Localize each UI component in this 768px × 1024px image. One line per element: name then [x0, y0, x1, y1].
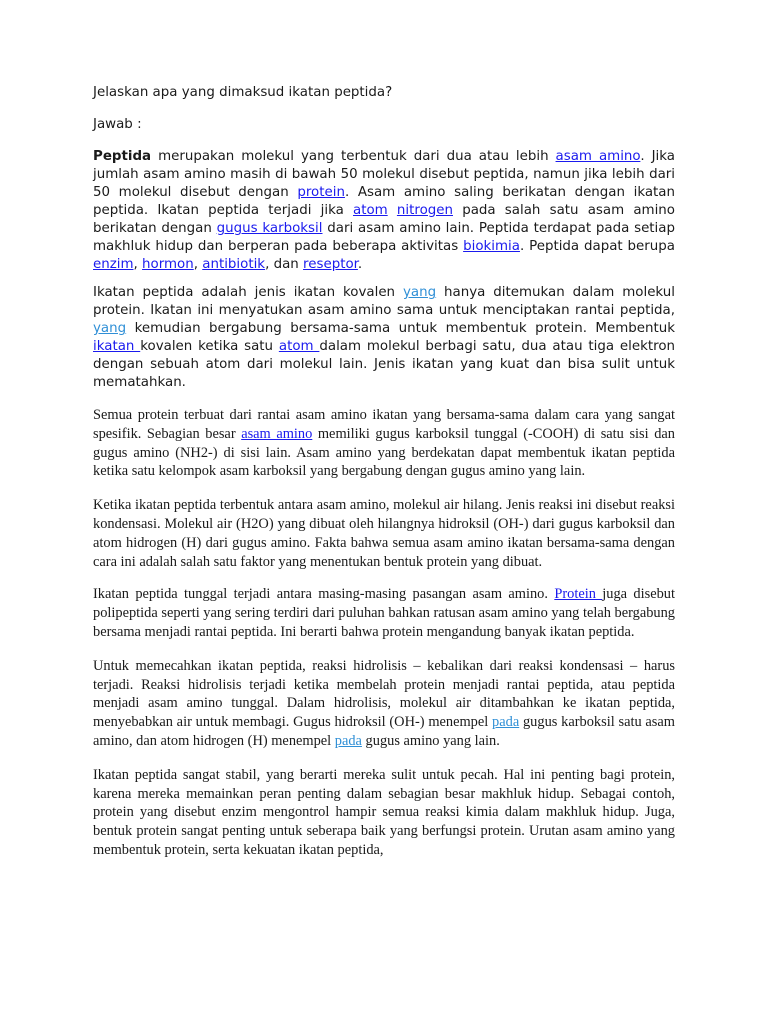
paragraph-hidrolisis	[93, 657, 675, 751]
text-run: gugus amino yang lain.	[361, 732, 500, 749]
text-run: , dan	[265, 257, 304, 272]
link-asam-amino-2[interactable]: asam amino	[241, 425, 313, 442]
link-pada-1[interactable]: pada	[492, 714, 520, 731]
link-atom-2[interactable]: atom	[278, 339, 320, 354]
text-run: pada salah satu asam amino berikatan dengan	[93, 203, 675, 236]
text-run: ,	[133, 257, 143, 272]
text-run: dalam molekul berbagi satu, dua atau tiga elektron dengan sebuah atom dari molekul lain. Jenis ikatan yang kuat dan bisa sulit untuk mematahkan.	[93, 339, 675, 390]
text-run: . Peptida dapat berupa	[519, 239, 675, 254]
text-run: hanya ditemukan dalam molekul protein. Ikatan ini menyatukan asam amino sama untuk menciptakan rantai peptida,	[93, 285, 675, 318]
paragraph-rantai-asam-amino	[93, 406, 675, 481]
text-run: ,	[193, 257, 203, 272]
link-asam-amino[interactable]: asam amino	[555, 149, 641, 164]
paragraph-polipeptida	[93, 585, 675, 641]
paragraph-reaksi-kondensasi: Ketika ikatan peptida terbentuk antara asam amino, molekul air hilang. Jenis reaksi ini disebut reaksi kondensasi. Molekul air (H2O) yang dibuat oleh hilangnya hidroksil (OH-) dari gugus karboksil dan atom hidrogen (H) dari gugus amino. Fakta bahwa semua asam amino ikatan bersama-sama dengan cara ini adalah salah satu faktor yang menentukan bentuk protein yang dibuat.	[93, 497, 675, 570]
text-run: kovalen ketika satu	[140, 339, 279, 354]
link-yang-2[interactable]: yang	[93, 321, 127, 336]
text-run: kemudian bergabung bersama-sama untuk membentuk protein. Membentuk	[126, 321, 675, 336]
link-ikatan[interactable]: ikatan	[93, 339, 141, 354]
text-run: Ikatan peptida tunggal terjadi antara masing-masing pasangan asam amino.	[93, 586, 555, 603]
link-atom[interactable]: atom	[353, 203, 388, 218]
text-run: gugus karboksil satu asam amino, dan atom hidrogen (H) menempel	[93, 714, 675, 749]
link-pada-2[interactable]: pada	[334, 732, 362, 749]
link-protein[interactable]: protein	[297, 185, 345, 200]
link-hormon[interactable]: hormon	[142, 257, 194, 272]
document-page	[93, 84, 675, 860]
text-run: . Jika jumlah asam amino masih di bawah 50 molekul disebut peptida, namun jika lebih dari 50 molekul disebut dengan	[93, 149, 675, 200]
text-run: Untuk memecahkan ikatan peptida, reaksi hidrolisis – kebalikan dari reaksi kondensasi – harus terjadi. Reaksi hidrolisis terjadi ketika membelah protein menjadi rantai peptida, atau peptida menjadi asam amino tunggal. Dalam hidrolisis, molekul air ditambahkan ke ikatan peptida, menyebabkan air untuk membagi. Gugus hidroksil (OH-) menempel	[93, 657, 675, 731]
link-biokimia[interactable]: biokimia	[463, 239, 520, 254]
text-run: juga disebut polipeptida seperti yang sering terdiri dari puluhan bahkan ratusan asam amino yang telah bergabung bersama menjadi rantai peptida. Ini berarti bahwa protein mengandung banyak ikatan peptida.	[93, 586, 675, 640]
text-run: Semua protein terbuat dari rantai asam amino ikatan yang bersama-sama dalam cara yang sangat spesifik. Sebagian besar	[93, 407, 675, 442]
text-run: merupakan molekul yang terbentuk dari dua atau lebih	[151, 149, 556, 164]
link-nitrogen[interactable]: nitrogen	[396, 203, 453, 218]
answer-label: Jawab :	[93, 117, 142, 132]
paragraph-ikatan-kovalen	[93, 284, 675, 392]
text-run: Ikatan peptida adalah jenis ikatan kovalen	[93, 285, 403, 300]
text-run: . Asam amino saling berikatan dengan ikatan peptida. Ikatan peptida terjadi jika	[93, 185, 675, 218]
link-yang-1[interactable]: yang	[402, 285, 437, 300]
link-reseptor[interactable]: reseptor	[303, 257, 358, 272]
link-gugus-karboksil[interactable]: gugus karboksil	[216, 221, 323, 236]
link-protein-2[interactable]: Protein	[554, 586, 603, 603]
term-peptida: Peptida	[93, 149, 152, 164]
text-run: memiliki gugus karboksil tunggal (-COOH) di satu sisi dan gugus amino (NH2-) di sisi lain. Asam amino yang berdekatan dapat membentuk ikatan peptida ketika satu kelompok asam karboksil yang bergabung dengan gugus amino yang lain.	[93, 425, 675, 480]
link-enzim[interactable]: enzim	[93, 257, 134, 272]
link-antibiotik[interactable]: antibiotik	[202, 257, 266, 272]
paragraph-stabilitas: Ikatan peptida sangat stabil, yang berarti mereka sulit untuk pecah. Hal ini penting bagi protein, karena mereka memainkan peran penting dalam sebagian besar makhluk hidup. Sebagai contoh, protein yang disebut enzim mengontrol hampir semua reaksi kimia dalam makhluk hidup. Juga, bentuk protein sangat penting untuk seberapa baik yang berfungsi protein. Urutan asam amino yang membentuk protein, serta kekuatan ikatan peptida,	[93, 766, 675, 858]
paragraph-peptida-definition	[93, 148, 675, 274]
text-run: dari asam amino lain. Peptida terdapat pada setiap makhluk hidup dan berperan pada beberapa aktivitas	[93, 221, 675, 254]
question-heading: Jelaskan apa yang dimaksud ikatan peptida?	[93, 85, 393, 100]
text-run	[388, 203, 397, 218]
text-run: .	[357, 257, 363, 272]
